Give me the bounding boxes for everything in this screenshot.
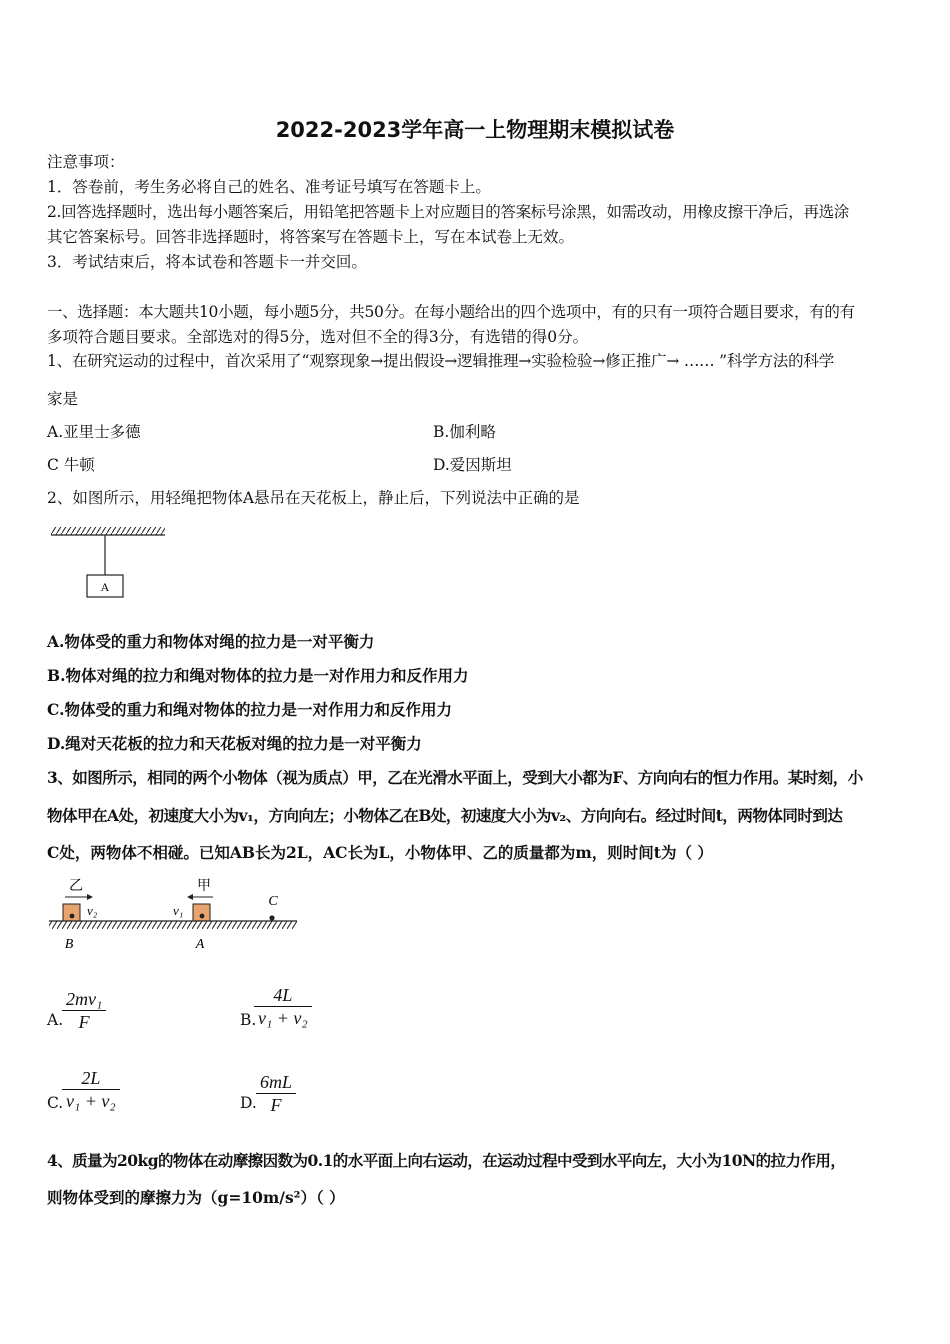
q1-option-a: A.亚里士多德 xyxy=(47,423,141,441)
fraction-denominator: v₁ + v₂ xyxy=(62,1089,120,1112)
fraction-numerator: 2L xyxy=(81,1068,101,1088)
q2-option-a: A.物体受的重力和物体对绳的拉力是一对平衡力 xyxy=(47,632,375,651)
q1-stem: 1、在研究运动的过程中，首次采用了“观察现象→提出假设→逻辑推理→实验检验→修正推广→ …… ”科学方法的科学 xyxy=(47,352,835,370)
label-jia: 甲 xyxy=(197,879,211,894)
q4-stem: 则物体受到的摩擦力为（g=10m/s²）（ ） xyxy=(47,1188,345,1207)
arrow-left-head xyxy=(187,894,193,900)
q3-option-c-label: C. xyxy=(47,1094,64,1112)
notice-item: 其它答案标号。回答非选择题时，将答案写在答题卡上，写在本试卷上无效。 xyxy=(47,228,575,246)
fraction-denominator: F xyxy=(62,1010,106,1033)
q3-stem: C处，两物体不相碰。已知AB长为2L，AC长为L，小物体甲、乙的质量都为m，则时间t为（ ） xyxy=(47,843,713,862)
q2-option-d: D.绳对天花板的拉力和天花板对绳的拉力是一对平衡力 xyxy=(47,734,422,753)
q1-stem: 家是 xyxy=(47,390,79,408)
fraction-numerator: 2mv₁ xyxy=(66,989,103,1009)
label-v1: v₁ xyxy=(173,903,184,918)
block-a-label: A xyxy=(100,580,110,594)
label-c: C xyxy=(268,894,278,909)
q2-figure xyxy=(47,525,167,601)
q3-stem: 3、如图所示，相同的两个小物体（视为质点）甲，乙在光滑水平面上，受到大小都为F、方向向右的恒力作用。某时刻，小 xyxy=(47,768,863,787)
notice-item: 2.回答选择题时，选出每小题答案后，用铅笔把答题卡上对应题目的答案标号涂黑，如需改动，用橡皮擦干净后，再选涂 xyxy=(47,203,849,221)
fraction-denominator: F xyxy=(256,1093,296,1116)
label-yi: 乙 xyxy=(69,879,83,894)
q2-option-c: C.物体受的重力和绳对物体的拉力是一对作用力和反作用力 xyxy=(47,700,452,719)
section-instructions: 一、选择题：本大题共10小题，每小题5分，共50分。在每小题给出的四个选项中，有的只有一项符合题目要求，有的有 xyxy=(47,303,855,321)
fraction-denominator: v₁ + v₂ xyxy=(254,1006,312,1029)
notice-item: 3．考试结束后，将本试卷和答题卡一并交回。 xyxy=(47,253,367,271)
fraction-numerator: 4L xyxy=(273,985,293,1005)
q3-figure xyxy=(47,873,302,955)
block-jia xyxy=(193,904,210,921)
q3-option-d-label: D. xyxy=(240,1094,257,1112)
q3-option-b-fraction xyxy=(254,984,312,1029)
ground-hatch xyxy=(49,921,297,929)
ceiling-hatch xyxy=(51,527,165,535)
point-c xyxy=(269,915,274,920)
fraction-numerator: 6mL xyxy=(260,1072,293,1092)
arrow-right-head xyxy=(87,894,93,900)
q1-option-d: D.爱因斯坦 xyxy=(433,456,512,474)
point-b xyxy=(70,914,75,919)
notice-item: 1．答卷前，考生务必将自己的姓名、准考证号填写在答题卡上。 xyxy=(47,178,491,196)
q3-option-b-label: B. xyxy=(240,1011,257,1029)
label-a: A xyxy=(195,937,205,952)
q1-option-c: C 牛顿 xyxy=(47,456,95,474)
label-b: B xyxy=(64,937,74,952)
q1-option-b: B.伽利略 xyxy=(433,423,496,441)
q2-option-b: B.物体对绳的拉力和绳对物体的拉力是一对作用力和反作用力 xyxy=(47,666,469,685)
notice-heading: 注意事项： xyxy=(47,153,125,171)
point-a xyxy=(200,914,205,919)
label-v2: v₂ xyxy=(87,903,98,918)
q4-stem: 4、质量为20kg的物体在动摩擦因数为0.1的水平面上向右运动，在运动过程中受到水平向左，大小为10N的拉力作用， xyxy=(47,1151,846,1170)
q2-stem: 2、如图所示，用轻绳把物体A悬吊在天花板上，静止后，下列说法中正确的是 xyxy=(47,489,580,507)
q3-option-c-fraction xyxy=(62,1067,120,1112)
q3-stem: 物体甲在A处，初速度大小为v₁，方向向左；小物体乙在B处，初速度大小为v₂、方向向右。经过时间t，两物体同时到达 xyxy=(47,806,843,825)
q3-option-d-fraction xyxy=(256,1071,296,1116)
block-yi xyxy=(63,904,80,921)
q3-option-a-fraction xyxy=(62,988,106,1033)
q3-option-a-label: A. xyxy=(47,1011,64,1029)
section-instructions: 多项符合题目要求。全部选对的得5分，选对但不全的得3分，有选错的得0分。 xyxy=(47,328,589,346)
page-title: 2022-2023学年高一上物理期末模拟试卷 xyxy=(275,118,675,142)
